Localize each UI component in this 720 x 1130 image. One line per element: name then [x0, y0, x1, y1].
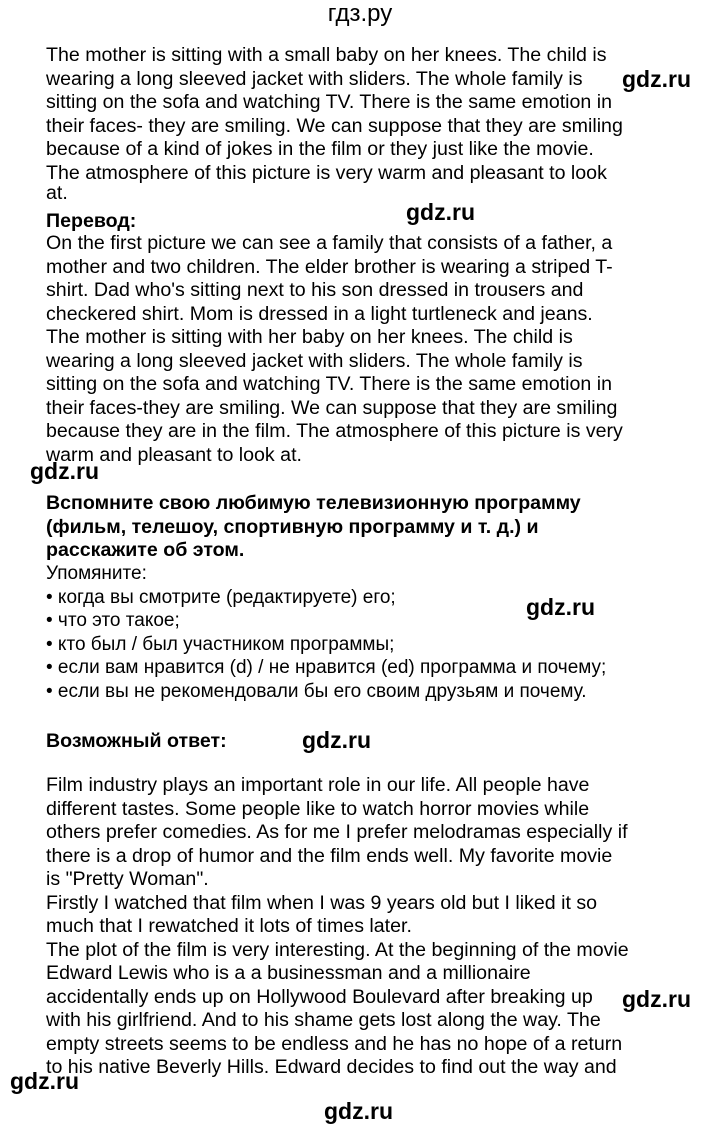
text-line: The atmosphere of this picture is very warm and pleasant to look	[46, 161, 607, 184]
text-line: sitting on the sofa and watching TV. There is the same emotion in	[46, 91, 613, 113]
task-line: Вспомните свою любимую телевизионную программу	[46, 492, 581, 514]
watermark: gdz.ru	[622, 986, 691, 1012]
list-item: • что это такое;	[46, 610, 180, 631]
text-line: others prefer comedies. As for me I prefer melodramas especially if	[46, 821, 628, 843]
text-line: Edward Lewis who is a a businessman and a millionaire	[46, 962, 531, 984]
text-line: empty streets seems to be endless and he has no hope of a return	[46, 1032, 623, 1055]
text-line: their faces-they are smiling. We can suppose that they are smiling	[46, 396, 618, 419]
list-item: • если вам нравится (d) / не нравится (ed) программа и почему;	[46, 657, 607, 678]
text-line: there is a drop of humor and the film ends well. My favorite movie	[46, 844, 613, 867]
text-line: wearing a long sleeved jacket with sliders. The whole family is	[46, 67, 583, 90]
list-item: • когда вы смотрите (редактируете) его;	[46, 586, 396, 608]
watermark: gdz.ru	[622, 66, 691, 92]
paragraph-translation	[46, 232, 623, 467]
list-item: • кто был / был участником программы;	[46, 633, 395, 655]
text-line: different tastes. Some people like to watch horror movies while	[46, 797, 590, 820]
text-line: mother and two children. The elder brother is wearing a striped T-	[46, 255, 613, 278]
task-prompt	[46, 492, 581, 563]
text-line: is "Pretty Woman".	[46, 868, 209, 890]
text-line: at.	[46, 182, 68, 204]
text-line: Firstly I watched that film when I was 9 years old but I liked it so	[46, 891, 598, 914]
watermark: gdz.ru	[324, 1098, 393, 1124]
watermark: gdz.ru	[10, 1068, 79, 1094]
text-line: to his native Beverly Hills. Edward decides to find out the way and	[46, 1056, 617, 1078]
watermark: gdz.ru	[30, 458, 99, 484]
text-line: sitting on the sofa and watching TV. There is the same emotion in	[46, 373, 613, 395]
paragraph-answer	[46, 774, 629, 1080]
text-line: with his girlfriend. And to his shame gets lost along the way. The	[46, 1009, 601, 1031]
watermark: gdz.ru	[302, 727, 371, 753]
text-line: accidentally ends up on Hollywood Boulevard after breaking up	[46, 985, 593, 1008]
text-line: wearing a long sleeved jacket with sliders. The whole family is	[46, 349, 583, 372]
text-line: checkered shirt. Mom is dressed in a light turtleneck and jeans.	[46, 302, 593, 325]
site-title: гдз.ру	[327, 0, 393, 27]
watermark: gdz.ru	[406, 199, 475, 225]
text-line: The plot of the film is very interesting. At the beginning of the movie	[46, 938, 629, 961]
list-item: • если вы не рекомендовали бы его своим друзьям и почему.	[46, 680, 587, 702]
text-line: warm and pleasant to look at.	[46, 443, 302, 466]
text-line: The mother is sitting with a small baby on her knees. The child is	[46, 44, 607, 66]
text-line: because of a kind of jokes in the film or they just like the movie.	[46, 138, 594, 160]
text-line: their faces- they are smiling. We can suppose that they are smiling	[46, 114, 623, 137]
translation-heading: Перевод:	[46, 210, 137, 232]
task-line: расскажите об этом.	[46, 539, 245, 561]
mention-label: Упомяните:	[46, 563, 147, 584]
text-line: much that I rewatched it lots of times later.	[46, 915, 412, 937]
text-line: On the first picture we can see a family that consists of a father, a	[46, 232, 613, 254]
text-line: because they are in the film. The atmosphere of this picture is very	[46, 420, 623, 442]
text-line: shirt. Dad who's sitting next to his son dressed in trousers and	[46, 279, 584, 301]
task-line: (фильм, телешоу, спортивную программу и т. д.) и	[46, 515, 539, 538]
text-line: The mother is sitting with her baby on her knees. The child is	[46, 326, 573, 348]
watermark: gdz.ru	[526, 594, 595, 620]
text-line: Film industry plays an important role in our life. All people have	[46, 774, 590, 796]
answer-heading: Возможный ответ:	[46, 730, 227, 752]
task-mention-list	[46, 562, 606, 703]
paragraph-intro-ending	[46, 44, 623, 204]
